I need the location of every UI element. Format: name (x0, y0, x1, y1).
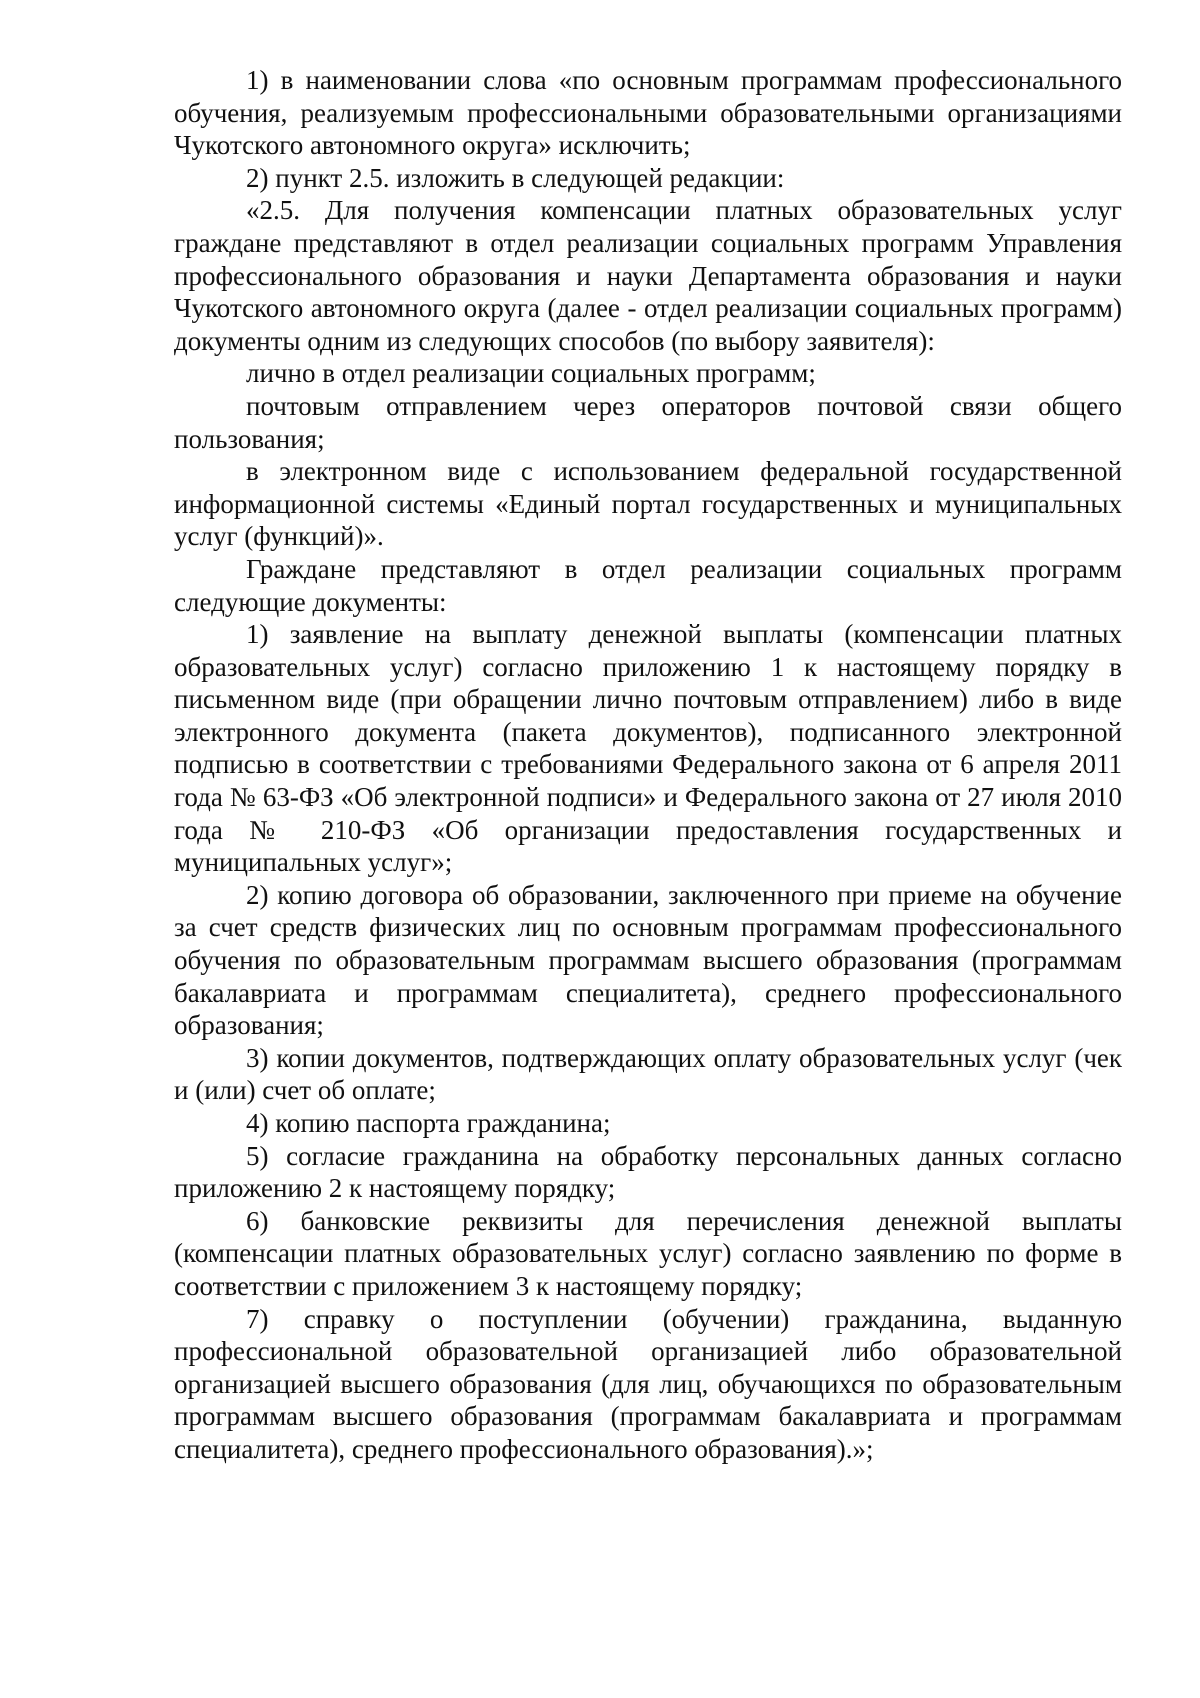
paragraph-document-3-payment: 3) копии документов, подтверждающих оплату образовательных услуг (чек и (или) счет об оплате; (174, 1042, 1122, 1106)
paragraph-item-2-clause-intro: 2) пункт 2.5. изложить в следующей редакции: (246, 162, 785, 193)
document-body (174, 64, 1122, 1466)
paragraph-document-2-contract: 2) копию договора об образовании, заключенного при приеме на обучение за счет средств физических лиц по основным программам профессионального обучения по образовательным программам высшего образования (программам бакалавриата и программам специалитета), среднего профессионального образования; (174, 879, 1122, 1041)
paragraph-method-electronic: в электронном виде с использованием федеральной государственной информационной системы «Единый портал государственных и муниципальных услуг (функций)». (174, 456, 1122, 552)
paragraph-document-5-consent: 5) согласие гражданина на обработку персональных данных согласно приложению 2 к настоящему порядку; (174, 1140, 1122, 1204)
paragraph-document-6-bank-details: 6) банковские реквизиты для перечисления денежной выплаты (компенсации платных образовательных услуг) согласно заявлению по форме в соответствии с приложением 3 к настоящему порядку; (174, 1205, 1122, 1301)
paragraph-document-4-passport: 4) копию паспорта гражданина; (246, 1108, 611, 1138)
paragraph-document-1-application: 1) заявление на выплату денежной выплаты (компенсации платных образовательных услуг) согласно приложению 1 к настоящему порядку в письменном виде (при обращении лично почтовым отправлением) либо в виде электронного документа (пакета документов), подписанного электронной подписью в соответствии с требованиями Федерального закона от 6 апреля 2011 года № 63-ФЗ «Об электронной подписи» и Федерального закона от 27 июля 2010 года № 210-ФЗ «Об организации предоставления государственных и муниципальных услуг»; (174, 619, 1122, 878)
paragraph-method-post: почтовым отправлением через операторов почтовой связи общего пользования; (174, 390, 1122, 454)
paragraph-documents-intro: Граждане представляют в отдел реализации социальных программ следующие документы: (174, 553, 1122, 617)
paragraph-document-7-certificate: 7) справку о поступлении (обучении) гражданина, выданную профессиональной образовательной организацией либо образовательной организацией высшего образования (для лиц, обучающихся по образовательным программам высшего образования (программам бакалавриата и программам специалитета), среднего профессионального образования).»; (174, 1303, 1122, 1464)
paragraph-clause-2-5: «2.5. Для получения компенсации платных образовательных услуг граждане представляют в отдел реализации социальных программ Управления профессионального образования и науки Департамента образования и науки Чукотского автономного округа (далее - отдел реализации социальных программ) документы одним из следующих способов (по выбору заявителя): (174, 195, 1122, 356)
paragraph-item-1-title-amendment: 1) в наименовании слова «по основным программам профессионального обучения, реализуемым профессиональными образовательными организациями Чукотского автономного округа» исключить; (174, 65, 1122, 161)
paragraph-method-in-person: лично в отдел реализации социальных программ; (246, 358, 816, 389)
